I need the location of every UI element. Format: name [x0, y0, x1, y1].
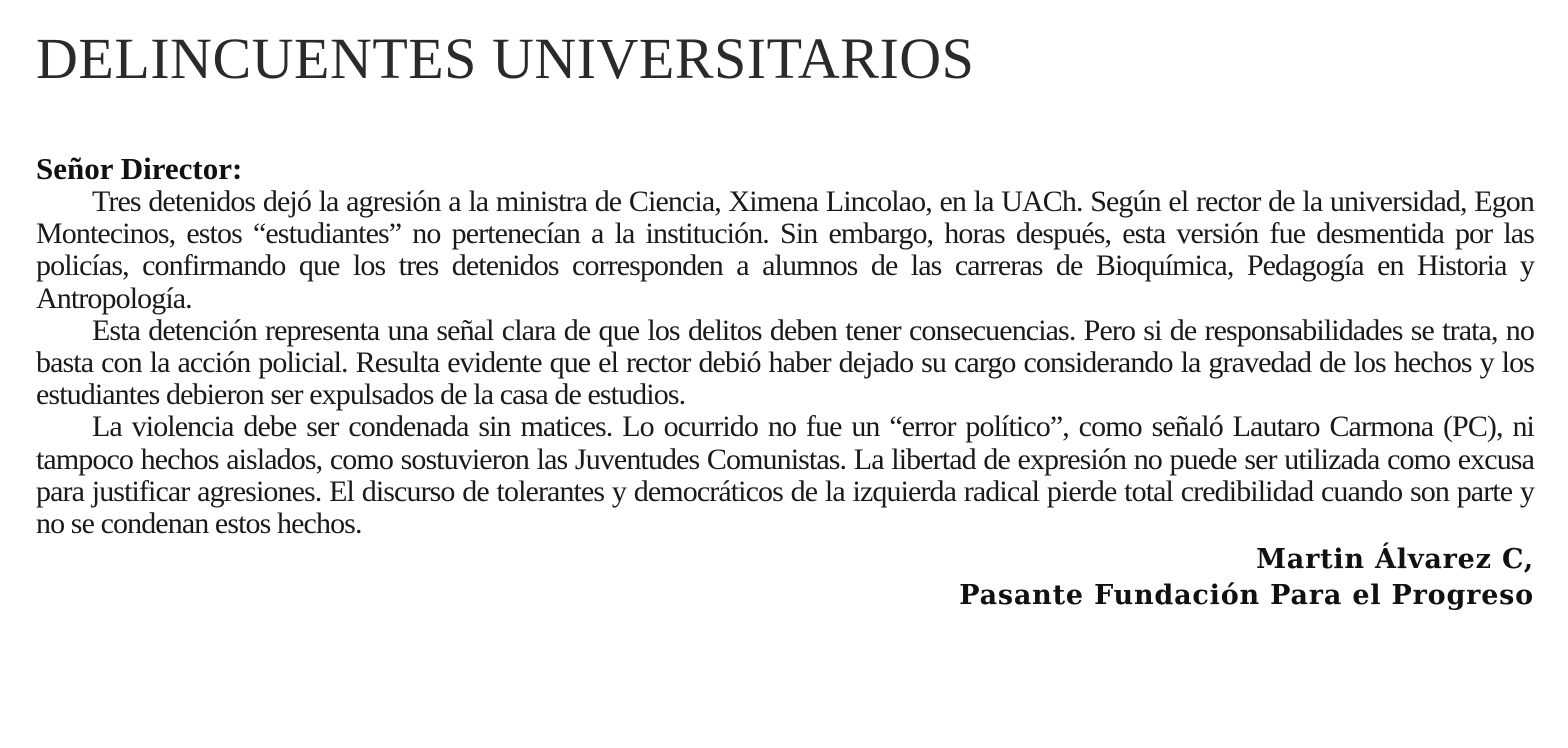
letter-salutation: Señor Director: — [36, 151, 243, 186]
letter-headline: DELINCUENTES UNIVERSITARIOS — [36, 26, 975, 91]
letter-signature — [36, 542, 1534, 614]
signature-name: Martin Álvarez C, — [1256, 544, 1534, 576]
letter-paragraph-2: Esta detención representa una señal clara de que los delitos deben tener consecuencias. Pero si de responsabilidades se trata, no basta con la acción policial. Resulta evidente que el rector debió haber dejado su cargo considerando la gravedad de los hechos y los estudiantes debieron ser expulsados de la casa de estudios. — [36, 313, 1534, 412]
letter-paragraph-1: Tres detenidos dejó la agresión a la ministra de Ciencia, Ximena Lincolao, en la UACh. Según el rector de la universidad, Egon Montecinos, estos “estudiantes” no pertenecían a la institución. Sin embargo, horas después, esta versión fue desmentida por las policías, confirmando que los tres detenidos corresponden a alumnos de las carreras de Bioquímica, Pedagogía en Historia y Antropología. — [36, 185, 1534, 315]
letter-paragraph-3: La violencia debe ser condenada sin matices. Lo ocurrido no fue un “error político”, como señaló Lautaro Carmona (PC), ni tampoco hechos aislados, como sostuvieron las Juventudes Comunistas. La libertad de expresión no puede ser utilizada como excusa para justificar agresiones. El discurso de tolerantes y democráticos de la izquierda radical pierde total credibilidad cuando son parte y no se condenan estos hechos. — [36, 410, 1534, 541]
letter-body — [36, 186, 1534, 540]
signature-affiliation: Pasante Fundación Para el Progreso — [959, 580, 1534, 612]
